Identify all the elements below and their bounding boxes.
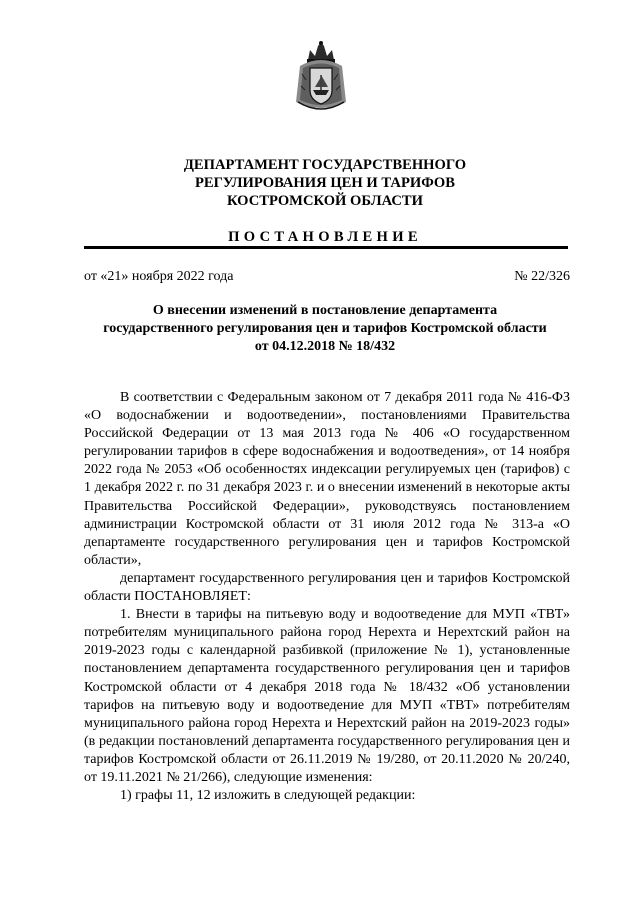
department-header-line: РЕГУЛИРОВАНИЯ ЦЕН И ТАРИФОВ	[194, 175, 456, 191]
body-paragraph-item-1: 1. Внести в тарифы на питьевую воду и водоотведение для МУП «ТВТ» потребителям муниципального района город Нерехта и Нерехтский район на 2019-2023 годы с календарной разбивкой (приложение № 1), установленные постановлением департамента государственного регулирования цен и тарифов Костромской области от 4 декабря 2018 года № 18/432 «Об установлении тарифов на питьевую воду и водоотведение для МУП «ТВТ» потребителям муниципального района город Нерехта и Нерехтский район на 2019-2023 годы» (в редакции постановлений департамента государственного регулирования цен и тарифов Костромской области от 26.11.2019 № 19/280, от 20.11.2020 № 20/240, от 19.11.2021 № 21/266), следующие изменения:	[84, 607, 570, 785]
document-title: ПОСТАНОВЛЕНИЕ	[228, 229, 422, 245]
document-body	[84, 389, 570, 805]
department-header-line: КОСТРОМСКОЙ ОБЛАСТИ	[226, 193, 424, 209]
document-number: № 22/326	[514, 269, 570, 284]
subject-line: от 04.12.2018 № 18/432	[254, 339, 396, 354]
document-subject	[80, 302, 570, 356]
document-date: от «21» ноября 2022 года	[84, 269, 234, 284]
body-paragraph-resolves: департамент государственного регулирования цен и тарифов Костромской области ПОСТАНОВЛЯЕТ:	[84, 570, 570, 605]
subject-line: государственного регулирования цен и тарифов Костромской области	[103, 321, 547, 336]
body-paragraph-preamble: В соответствии с Федеральным законом от 7 декабря 2011 года № 416-ФЗ «О водоснабжении и водоотведении», постановлениями Правительства Российской Федерации от 13 мая 2013 года № 406 «О государственном регулировании тарифов в сфере водоснабжения и водоотведения», от 14 ноября 2022 года № 2053 «Об особенностях индексации регулируемых цен (тарифов) с 1 декабря 2022 г. по 31 декабря 2023 г. и о внесении изменений в некоторые акты Правительства Российской Федерации», руководствуясь постановлением администрации Костромской области от 31 июля 2012 года № 313-а «О департаменте государственного регулирования цен и тарифов Костромской области»,	[84, 390, 570, 568]
coat-of-arms-emblem	[294, 40, 348, 114]
department-header	[80, 156, 570, 210]
body-paragraph-subitem-1: 1) графы 11, 12 изложить в следующей редакции:	[120, 788, 416, 804]
title-underline	[84, 246, 568, 249]
subject-line: О внесении изменений в постановление департамента	[152, 303, 498, 318]
department-header-line: ДЕПАРТАМЕНТ ГОСУДАРСТВЕННОГО	[183, 157, 467, 173]
